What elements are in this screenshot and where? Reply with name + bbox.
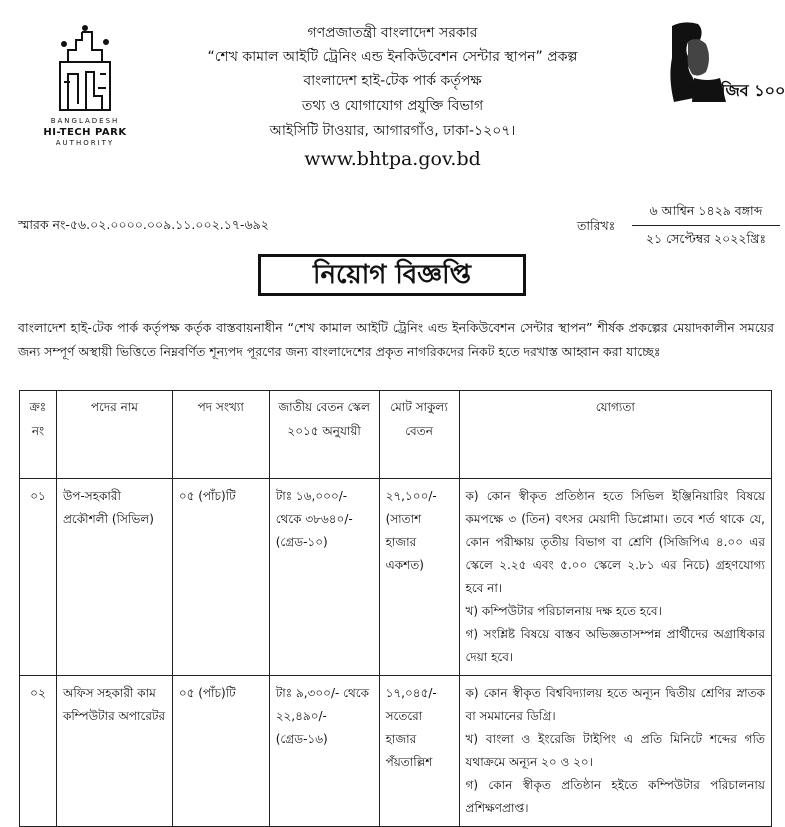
table-row: [20, 479, 772, 676]
date-english: ২১ সেপ্টেম্বর ২০২২খ্রিঃ: [645, 231, 767, 246]
header-authority: বাংলাদেশ হাই-টেক পার্ক কর্তৃপক্ষ: [303, 73, 482, 89]
date-label: তারিখঃ: [577, 218, 616, 233]
date-divider: [632, 225, 780, 226]
logo-line-1: BANGLADESH: [50, 117, 120, 125]
date-bangla: ৬ আশ্বিন ১৪২৯ বঙ্গাব্দ: [649, 203, 763, 218]
cell-count: ০৫ (পাঁচ)টি: [172, 479, 269, 676]
bhtpa-logo-text: [30, 116, 140, 149]
header-total-salary: মোট সাকুল্য বেতন: [379, 391, 459, 479]
cell-total-salary: ১৭,০৪৫/- সতেরো হাজার পঁয়তাল্লিশ: [379, 676, 459, 827]
bhtpa-logo-icon: [50, 22, 120, 114]
cell-qualification: [459, 676, 771, 827]
qualification-item: খ) বাংলা ও ইংরেজি টাইপিং এ প্রতি মিনিটে শব্দের গতি যথাক্রমে অন্যূন ২০ ও ২০।: [465, 732, 765, 769]
cell-scale: টাঃ ৯,৩০০/- থেকে ২২,৪৯০/- (গ্রেড-১৬): [269, 676, 379, 827]
mujib-100-emblem: [664, 18, 785, 108]
cell-scale: টাঃ ১৬,০০০/- থেকে ৩৮৬৪০/- (গ্রেড-১০): [269, 479, 379, 676]
qualification-item: ক) কোন স্বীকৃত বিশ্ববিদ্যালয় হতে অন্যূন দ্বিতীয় শ্রেণির স্নাতক বা সমমানের ডিগ্রি।: [465, 686, 765, 723]
header-government: গণপ্রজাতন্ত্রী বাংলাদেশ সরকার: [307, 25, 478, 41]
intro-paragraph: বাংলাদেশ হাই-টেক পার্ক কর্তৃপক্ষ কর্তৃক বাস্তবায়নাধীন “শেখ কামাল আইটি ট্রেনিং এন্ড ইনকিউবেশন সেন্টার স্থাপন” শীর্ষক প্রকল্পের মেয়াদকালীন সময়ের জন্য সম্পূর্ণ অস্থায়ী ভিত্তিতে নিম্নবর্ণিত শূন্যপদ পূরণের জন্য বাংলাদেশের প্রকৃত নাগরিকদের নিকট হতে দরখাস্ত আহ্বান করা যাচ্ছেঃ: [18, 320, 774, 359]
cell-post: অফিস সহকারী কাম কম্পিউটার অপারেটর: [56, 676, 172, 827]
cell-total-salary: ২৭,১০০/- (সাতাশ হাজার একশত): [379, 479, 459, 676]
header-scale: জাতীয় বেতন স্কেল ২০১৫ অনুযায়ী: [269, 391, 379, 479]
table-row: [20, 676, 772, 827]
emblem-caption: মুজিব ১০০: [712, 81, 785, 100]
qualification-item: খ) কম্পিউটার পরিচালনায় দক্ষ হতে হবে।: [465, 604, 662, 618]
header-serial: ক্রঃ নং: [20, 391, 57, 479]
vacancy-table: [19, 390, 772, 827]
cell-serial: ০১: [20, 479, 57, 676]
logo-line-2: HI-TECH PARK: [43, 127, 127, 138]
header-count: পদ সংখ্যা: [172, 391, 269, 479]
header-division: তথ্য ও যোগাযোগ প্রযুক্তি বিভাগ: [301, 98, 484, 114]
qualification-item: ক) কোন স্বীকৃত প্রতিষ্ঠান হতে সিভিল ইঞ্জিনিয়ারিং বিষয়ে কমপক্ষে ৩ (তিন) বৎসর মেয়াদী ডিপ্লোমা। তবে শর্ত থাকে যে, কোন পরীক্ষায় তৃতীয় বিভাগ বা শ্রেণি (সিজিপিএ ৪.০০ এর স্কেলে ২.২৫ এবং ৫.০০ স্কেলে ২.৮১ এর নিচে) গ্রহণযোগ্য হবে না।: [465, 489, 765, 595]
header-qualification: যোগ্যতা: [459, 391, 771, 479]
qualification-item: গ) কোন স্বীকৃত প্রতিষ্ঠান হইতে কম্পিউটার পরিচালনায় প্রশিক্ষণপ্রাপ্ত।: [465, 778, 765, 815]
cell-qualification: [459, 479, 771, 676]
notice-title: নিয়োগ বিজ্ঞপ্তি: [258, 254, 526, 296]
header-post: পদের নাম: [56, 391, 172, 479]
cell-count: ০৫ (পাঁচ)টি: [172, 676, 269, 827]
memo-number: স্মারক নং-৫৬.০২.০০০০.০০৯.১১.০০২.১৭-৬৯২: [18, 217, 269, 232]
qualification-item: গ) সংশ্লিষ্ট বিষয়ে বাস্তব অভিজ্ঞতাসম্পন্ন প্রার্থীদের অগ্রাধিকার দেয়া হবে।: [465, 627, 765, 664]
cell-serial: ০২: [20, 676, 57, 827]
logo-line-3: AUTHORITY: [55, 139, 115, 147]
bhtpa-logo: [30, 22, 140, 150]
header-address: আইসিটি টাওয়ার, আগারগাঁও, ঢাকা-১২০৭।: [269, 123, 516, 139]
header-website-link[interactable]: www.bhtpa.gov.bd: [304, 148, 481, 170]
table-header-row: [20, 391, 772, 479]
cell-post: উপ-সহকারী প্রকৌশলী (সিভিল): [56, 479, 172, 676]
header-project: “শেখ কামাল আইটি ট্রেনিং এন্ড ইনকিউবেশন সেন্টার স্থাপন” প্রকল্প: [207, 49, 578, 65]
